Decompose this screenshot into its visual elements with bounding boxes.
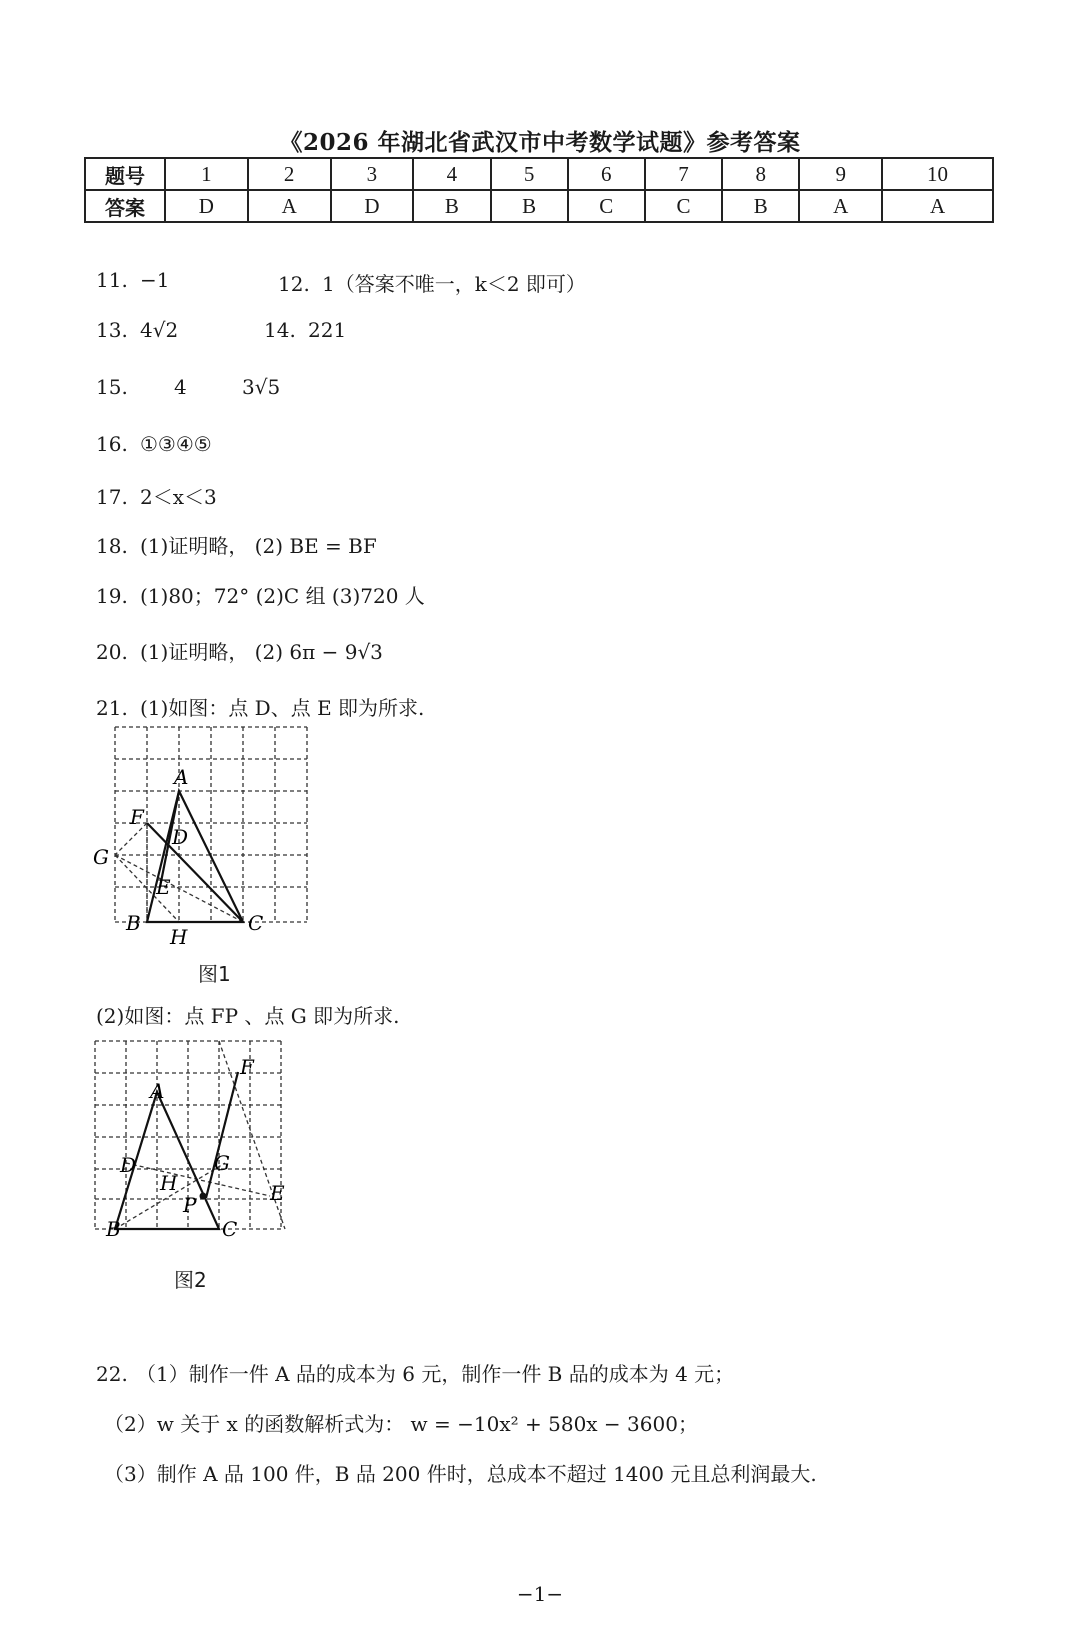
table-cell: 3 xyxy=(331,158,414,190)
question-number: 17. xyxy=(96,485,128,509)
question-number: 15. xyxy=(96,375,128,399)
question-number: 13. xyxy=(96,318,128,342)
table-cell: C xyxy=(568,190,645,222)
answer-text: 1（答案不唯一，k＜2 即可） xyxy=(322,272,586,296)
table-row xyxy=(85,190,993,222)
answer-text: ①③④⑤ xyxy=(140,432,212,456)
table-cell: B xyxy=(722,190,799,222)
question-number: 12. xyxy=(278,272,310,296)
point-label-P: P xyxy=(183,1193,197,1217)
answer-text: (1)证明略， (2) 6π − 9√3 xyxy=(140,640,383,664)
answer-16 xyxy=(96,432,212,456)
answer-21-part2: (2)如图：点 FP 、点 G 即为所求. xyxy=(96,1004,400,1028)
figure-2-caption: 图2 xyxy=(174,1268,207,1292)
answer-12 xyxy=(278,268,586,297)
table-cell: D xyxy=(165,190,248,222)
point-label-A: A xyxy=(150,1079,165,1103)
table-cell: 9 xyxy=(799,158,882,190)
question-number: 22. xyxy=(96,1362,128,1386)
question-number: 18. xyxy=(96,534,128,558)
question-number: 14. xyxy=(264,318,296,342)
answer-text: 3√5 xyxy=(242,375,281,399)
point-label-B: B xyxy=(106,1217,121,1241)
table-cell: 8 xyxy=(722,158,799,190)
point-label-C: C xyxy=(248,911,264,935)
point-label-F: F xyxy=(240,1055,254,1079)
table-cell: A xyxy=(882,190,993,222)
table-header-number: 题号 xyxy=(85,158,165,190)
point-label-E: E xyxy=(156,875,171,899)
table-cell: A xyxy=(799,190,882,222)
answer-22-part2: （2）w 关于 x 的函数解析式为： w = −10x² + 580x − 3600； xyxy=(104,1412,698,1436)
figure-2 xyxy=(90,1036,300,1246)
table-cell: B xyxy=(491,190,568,222)
point-label-B: B xyxy=(126,911,141,935)
table-cell: D xyxy=(331,190,414,222)
point-P-marker xyxy=(200,1193,207,1200)
point-label-D: D xyxy=(120,1153,137,1177)
answer-text: (1)证明略， (2) BE = BF xyxy=(140,534,377,558)
answer-18 xyxy=(96,530,377,559)
answer-13 xyxy=(96,318,178,342)
answer-22-part1 xyxy=(96,1358,734,1387)
question-number: 11. xyxy=(96,268,128,292)
question-number: 19. xyxy=(96,584,128,608)
point-label-H: H xyxy=(170,925,188,949)
table-cell: 5 xyxy=(491,158,568,190)
table-cell: A xyxy=(248,190,331,222)
answer-15 xyxy=(96,375,280,399)
figure-1-caption: 图1 xyxy=(198,962,231,986)
point-label-A: A xyxy=(174,765,189,789)
answer-table xyxy=(84,157,994,223)
table-cell: 10 xyxy=(882,158,993,190)
table-cell: C xyxy=(645,190,722,222)
table-cell: B xyxy=(413,190,490,222)
answer-17 xyxy=(96,481,217,510)
point-label-H: H xyxy=(160,1171,178,1195)
table-cell: 1 xyxy=(165,158,248,190)
question-number: 20. xyxy=(96,640,128,664)
table-cell: 4 xyxy=(413,158,490,190)
point-label-E: E xyxy=(270,1181,285,1205)
table-cell: 2 xyxy=(248,158,331,190)
question-number: 16. xyxy=(96,432,128,456)
question-number: 21. xyxy=(96,696,128,720)
answer-20 xyxy=(96,636,383,665)
point-label-D: D xyxy=(172,825,189,849)
answer-text: 4√2 xyxy=(140,318,179,342)
answer-text: 4 xyxy=(174,375,187,399)
answer-text: (1)80；72° (2)C 组 (3)720 人 xyxy=(140,584,425,608)
answer-21-part1 xyxy=(96,692,424,721)
answer-text: 221 xyxy=(308,318,347,342)
answer-text: (1)如图：点 D、点 E 即为所求. xyxy=(140,696,425,720)
answer-text: 2＜x＜3 xyxy=(140,485,217,509)
point-label-C: C xyxy=(222,1217,238,1241)
answer-text: −1 xyxy=(140,268,170,292)
answer-text: （1）制作一件 A 品的成本为 6 元，制作一件 B 品的成本为 4 元； xyxy=(136,1362,735,1386)
point-label-G: G xyxy=(93,845,109,869)
point-label-F: F xyxy=(130,805,144,829)
answer-22-part3: （3）制作 A 品 100 件，B 品 200 件时，总成本不超过 1400 元且总利润最大. xyxy=(104,1462,817,1486)
point-label-G: G xyxy=(214,1151,230,1175)
page-number: −1− xyxy=(516,1582,564,1606)
answer-14 xyxy=(264,318,346,342)
table-cell: 7 xyxy=(645,158,722,190)
table-cell: 6 xyxy=(568,158,645,190)
answer-19 xyxy=(96,580,425,609)
figure-1 xyxy=(90,722,330,952)
answer-11 xyxy=(96,268,169,292)
table-header-answer: 答案 xyxy=(85,190,165,222)
table-row xyxy=(85,158,993,190)
document-title: 《2026 年湖北省武汉市中考数学试题》参考答案 xyxy=(279,129,801,156)
